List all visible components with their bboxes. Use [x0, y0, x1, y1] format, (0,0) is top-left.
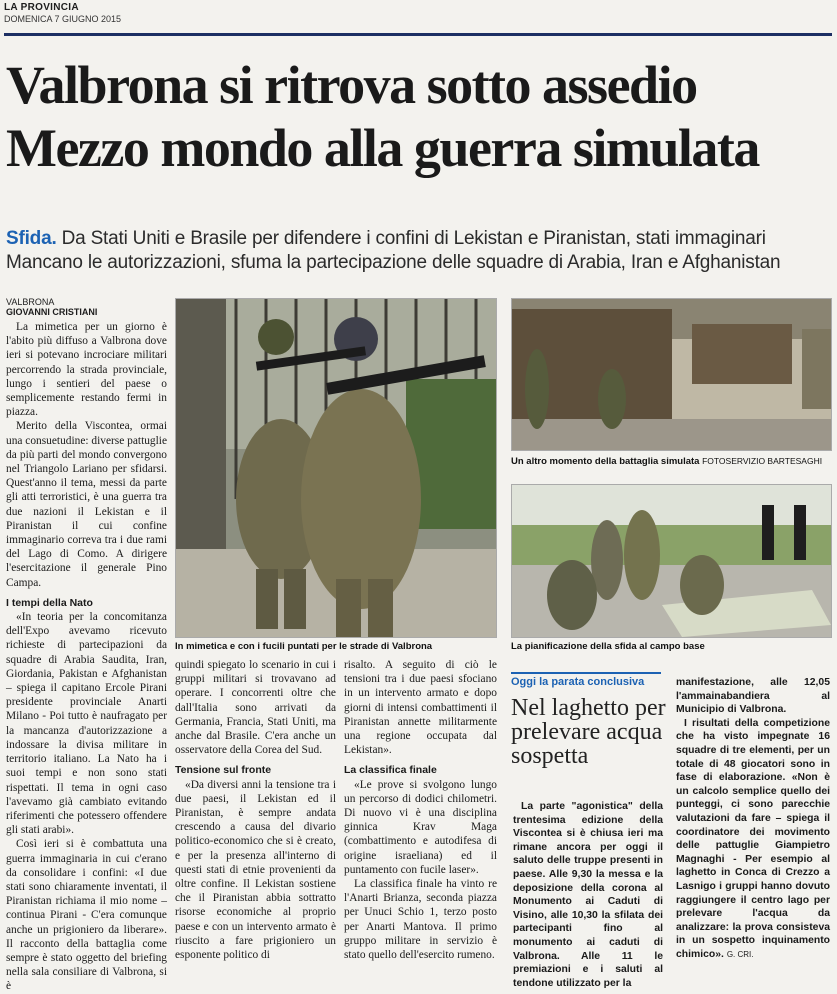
caption-text: Un altro momento della battaglia simulata	[511, 456, 700, 467]
paragraph: La mimetica per un giorno è l'abito più diffuso a Valbrona dove ieri si potevano incrociare militari percorrendo la strada provinciale, lungo i sentieri del paese o semplicemente restando fermi in piazza.	[6, 321, 167, 419]
issue-date: DOMENICA 7 GIUGNO 2015	[4, 14, 122, 24]
author-initials: G. CRI.	[726, 949, 754, 959]
paragraph: «Da diversi anni la tensione tra i due paesi, il Lekistan ed il Piranistan, è sempre andata crescendo a causa del divario politico-economico che si è creato, e per la presenza all'interno di questi stati di etnie provenienti da oltre confine. Il Lekistan sostiene che il Piranistan abbia sottratto risorse economiche al proprio paese e con un intervento armato è riuscito a fare prigioniero un esponente politico di	[175, 778, 336, 962]
section-subhead: I tempi della Nato	[6, 596, 93, 609]
main-photo-caption: In mimetica e con i fucili puntati per le strade di Valbrona	[175, 641, 433, 652]
subhead-line-2: Mancano le autorizzazioni, sfuma la partecipazione delle squadre di Arabia, Iran e Afghanistan	[6, 252, 781, 273]
photo-planning-caption: La pianificazione della sfida al campo base	[511, 641, 705, 652]
article-column-2	[175, 658, 336, 960]
newspaper-masthead: LA PROVINCIA	[4, 2, 79, 13]
paragraph	[676, 717, 830, 962]
paragraph-text: I risultati della competizione che ha visto impegnate 16 squadre di tre elementi, per un totale di 48 giocatori sono in fase di elaborazione. «Non è un calcolo semplice quello dei punteggi, ci sono parecchie valutazioni da fare – spiega il coordinatore dei movimento delle pattuglie Giampietro Magnaghi - Per esempio al laghetto in Conca di Crezzo a Lasnigo i gruppi hanno dovuto raggiungere il centro lago per prelevare l'acqua da analizzare: la prova consisteva in un sospetto inquinamento chimico».	[676, 717, 830, 960]
main-photo-soldiers	[175, 298, 497, 638]
article-column-3	[344, 658, 497, 960]
photo-battle-moment	[511, 298, 832, 451]
author-byline: GIOVANNI CRISTIANI	[6, 307, 98, 317]
box-kicker: Oggi la parata conclusiva	[511, 676, 645, 688]
headline-line-1: Valbrona si ritrova sotto assedio	[6, 55, 697, 115]
top-rule	[4, 33, 832, 36]
subhead-text-1: Da Stati Uniti e Brasile per difendere i confini di Lekistan e Piranistan, stati immaginari	[56, 228, 766, 249]
subhead-kicker: Sfida.	[6, 228, 57, 249]
photo-planning	[511, 484, 832, 638]
paragraph: quindi spiegato lo scenario in cui i gruppi militari si trovavano ad operare. I concorrenti oltre che dall'Italia sono arrivati da Germania, Francia, Stati Uniti, ma anche dal Brasile. C'era anche un osservatore della Corea del Sud.	[175, 659, 336, 757]
headline-line-2: Mezzo mondo alla guerra simulata	[6, 118, 759, 178]
paragraph: Così ieri si è combattuta una guerra immaginaria in cui c'erano da consolidare i confini: «I due stati sono chiaramente inventati, il Piranistan richiama il mio nome – continua Pirani - C'era comunque anche un prigioniero da liberare». Il racconto della battaglia come sempre è stato oggetto del briefing nella sala consiliare di Valbrona, si è	[6, 838, 167, 993]
box-rule	[511, 672, 661, 674]
article-column-1	[6, 297, 168, 993]
paragraph: La parte "agonistica" della trentesima edizione della Viscontea si è chiusa ieri ma rimane ancora per oggi il saluto delle truppe presenti in paese. Alle 9,30 la messa e la deposizione della corona al Monumento ai Caduti di Visino, alle 10,30 la sfilata dei partecipanti fino al monumento ai caduti di Valbrona. Alle 11 le premiazioni e i saluti al tendone utilizzato per la	[513, 801, 663, 989]
box-title: Nel laghetto per prelevare acqua sospetta	[511, 695, 666, 769]
paragraph: Merito della Viscontea, ormai una consuetudine: diverse pattuglie da più parti del mondo convergono nel Triangolo Lariano per sfidarsi. Quest'anno il tema, messi da parte gli atti terroristici, è una guerra tra due nazioni il Lekistan e il Piranistan il cui confine immaginario correva tra i due rami del Lago di Como. A dirigere l'esercitazione il generale Pino Campa.	[6, 420, 168, 589]
paragraph: manifestazione, alle 12,05 l'ammainabandiera al Municipio di Valbrona.	[676, 677, 830, 716]
subhead-line-1	[6, 228, 766, 250]
paragraph: «In teoria per la concomitanza dell'Expo avevamo ricevuto richieste di partecipazioni da squadre di Arabia Saudita, Iran, Giordania, Pakistan e Afghanistan – spiega il capitano Ercole Pirani presidente provinciale Anarti Milano - Poi tutto è naufragato per la mancanza d'autorizzazione a indossare la divisa militare in territorio italiano. La Nato ha i suoi tempi e non sono stati rispettati. Il tema in ogni caso l'avevamo già cambiato evitando riferimenti che potessero offendere gli stati arabi».	[6, 611, 167, 837]
paragraph: La classifica finale ha vinto re l'Anarti Brianza, seconda piazza per Unuci Schio 1, terzo posto per Anarti Mantova. Il primo gruppo militare in servizio è stato quello dell'esercito rumeno.	[344, 878, 497, 962]
paragraph: «Le prove si svolgono lungo un percorso di dodici chilometri. Di nuovo vi è una disciplina ginnica Krav Maga (combattimento e autodifesa di origine israeliana) ed il puntamento con fucile laser».	[344, 778, 497, 876]
photo-battle-caption	[511, 456, 822, 467]
photo-credit: FOTOSERVIZIO BARTESAGHI	[702, 456, 823, 466]
dateline: VALBRONA	[6, 297, 55, 307]
section-subhead: La classifica finale	[344, 764, 437, 777]
box-column-a	[513, 800, 663, 989]
box-column-b	[676, 676, 830, 960]
paragraph: risalto. A seguito di ciò le tensioni tra i due paesi sfociano in un intervento armato e dopo giorni di intensi combattimenti il Piranistan annette militarmente una regione occupata dal Lekistan».	[344, 659, 497, 757]
section-subhead: Tensione sul fronte	[175, 764, 272, 777]
